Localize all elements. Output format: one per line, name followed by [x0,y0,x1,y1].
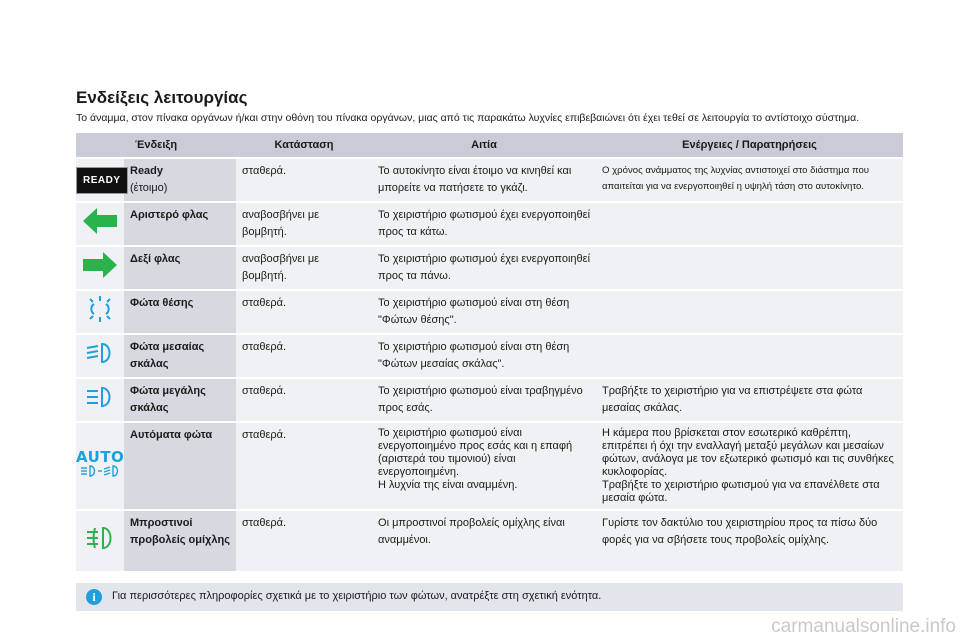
actions-cell: Ο χρόνος ανάμματος της λυχνίας αντιστοιχεί στο διάστημα που απαιτείται για να ενεργοποιηθεί η υψηλή τάση στο αυτοκίνητο. [596,159,903,201]
header-actions: Ενέργειες / Παρατηρήσεις [596,133,903,157]
info-icon: i [86,589,102,605]
indicator-name: Αυτόματα φώτα [124,423,236,509]
state-cell: σταθερά. [236,379,372,421]
state-cell: αναβοσβήνει με βομβητή. [236,247,372,289]
auto-beam-icons [80,465,120,477]
actions-cell [596,291,903,333]
auto-lights-icon: AUTO [76,448,125,466]
actions-cell: Η κάμερα που βρίσκεται στον εσωτερικό καθρέπτη, επιτρέπει ή όχι την εναλλαγή μεταξύ μεγάλων και μεσαίων φώτων, ανάλογα με τον εξωτερικό φωτισμό και τις συνθήκες κυκλοφορίας. Τραβήξτε το χειριστήριο φωτισμού για να επανέλθετε στα μεσαία φώτα. [596,423,903,509]
state-cell: σταθερά. [236,335,372,377]
indicator-cell [76,247,124,289]
right-arrow-icon [83,252,117,278]
table-row [76,203,903,245]
intro-text: Το άναμμα, στον πίνακα οργάνων ή/και στην οθόνη του πίνακα οργάνων, μιας από τις παρακάτω λυχνίες επιβεβαιώνει ότι έχει τεθεί σε λειτουργία το αντίστοιχο σύστημα. [76,112,860,124]
indicators-table [76,131,903,573]
cause-cell: Το χειριστήριο φωτισμού είναι ενεργοποιημένο προς εσάς και η επαφή (αριστερά του τιμονιού) είναι ενεργοποιημένη. Η λυχνία της είναι αναμμένη. [372,423,596,509]
watermark: carmanualsonline.info [771,616,956,637]
indicator-cell [76,291,124,333]
indicator-name: Δεξί φλας [124,247,236,289]
indicator-cell [76,203,124,245]
main-beam-icon [85,386,115,408]
table-row [76,511,903,571]
state-cell: σταθερά. [236,291,372,333]
indicator-name: Μπροστινοί προβολείς ομίχλης [124,511,236,571]
table-row [76,291,903,333]
header-cause: Αιτία [372,133,596,157]
front-fog-lamps-icon [85,525,115,551]
cause-cell: Το χειριστήριο φωτισμού είναι στη θέση "Φώτων μεσαίας σκάλας". [372,335,596,377]
state-cell: σταθερά. [236,423,372,509]
table-row [76,247,903,289]
cause-cell: Το χειριστήριο φωτισμού είναι τραβηγμένο προς εσάς. [372,379,596,421]
indicator-name: Ready (έτοιμο) [124,159,236,201]
indicator-name: Φώτα μεγάλης σκάλας [124,379,236,421]
indicator-cell [76,511,124,571]
actions-cell: Τραβήξτε το χειριστήριο για να επιστρέψετε στα φώτα μεσαίας σκάλας. [596,379,903,421]
indicator-name: Φώτα μεσαίας σκάλας [124,335,236,377]
cause-cell: Το χειριστήριο φωτισμού έχει ενεργοποιηθεί προς τα πάνω. [372,247,596,289]
indicator-cell [76,159,124,201]
state-cell: αναβοσβήνει με βομβητή. [236,203,372,245]
table-row [76,379,903,421]
actions-cell: Γυρίστε τον δακτύλιο του χειριστηρίου προς τα πίσω δύο φορές για να σβήσετε τους προβολείς ομίχλης. [596,511,903,571]
indicator-name: Αριστερό φλας [124,203,236,245]
state-cell: σταθερά. [236,511,372,571]
footer-text: Για περισσότερες πληροφορίες σχετικά με το χειριστήριο των φώτων, ανατρέξτε στη σχετική ενότητα. [112,590,602,602]
table-header-row [76,133,903,157]
indicator-cell [76,379,124,421]
header-state: Κατάσταση [236,133,372,157]
table-row [76,423,903,509]
cause-cell: Το αυτοκίνητο είναι έτοιμο να κινηθεί και μπορείτε να πατήσετε το γκάζι. [372,159,596,201]
actions-cell [596,247,903,289]
indicator-name: Φώτα θέσης [124,291,236,333]
header-indicator: Ένδειξη [76,133,236,157]
table-row [76,159,903,201]
cause-cell: Το χειριστήριο φωτισμού είναι στη θέση "Φώτων θέσης". [372,291,596,333]
cause-cell: Το χειριστήριο φωτισμού έχει ενεργοποιηθεί προς τα κάτω. [372,203,596,245]
cause-cell: Οι μπροστινοί προβολείς ομίχλης είναι αναμμένοι. [372,511,596,571]
dipped-beam-icon [85,342,115,364]
left-arrow-icon [83,208,117,234]
actions-cell [596,335,903,377]
actions-cell [596,203,903,245]
state-cell: σταθερά. [236,159,372,201]
info-footer [76,583,903,611]
page-title: Ενδείξεις λειτουργίας [76,88,248,107]
ready-indicator-icon: READY [76,167,128,194]
table-row [76,335,903,377]
indicator-cell [76,335,124,377]
sidelights-icon [85,295,115,323]
indicator-cell [76,423,124,509]
